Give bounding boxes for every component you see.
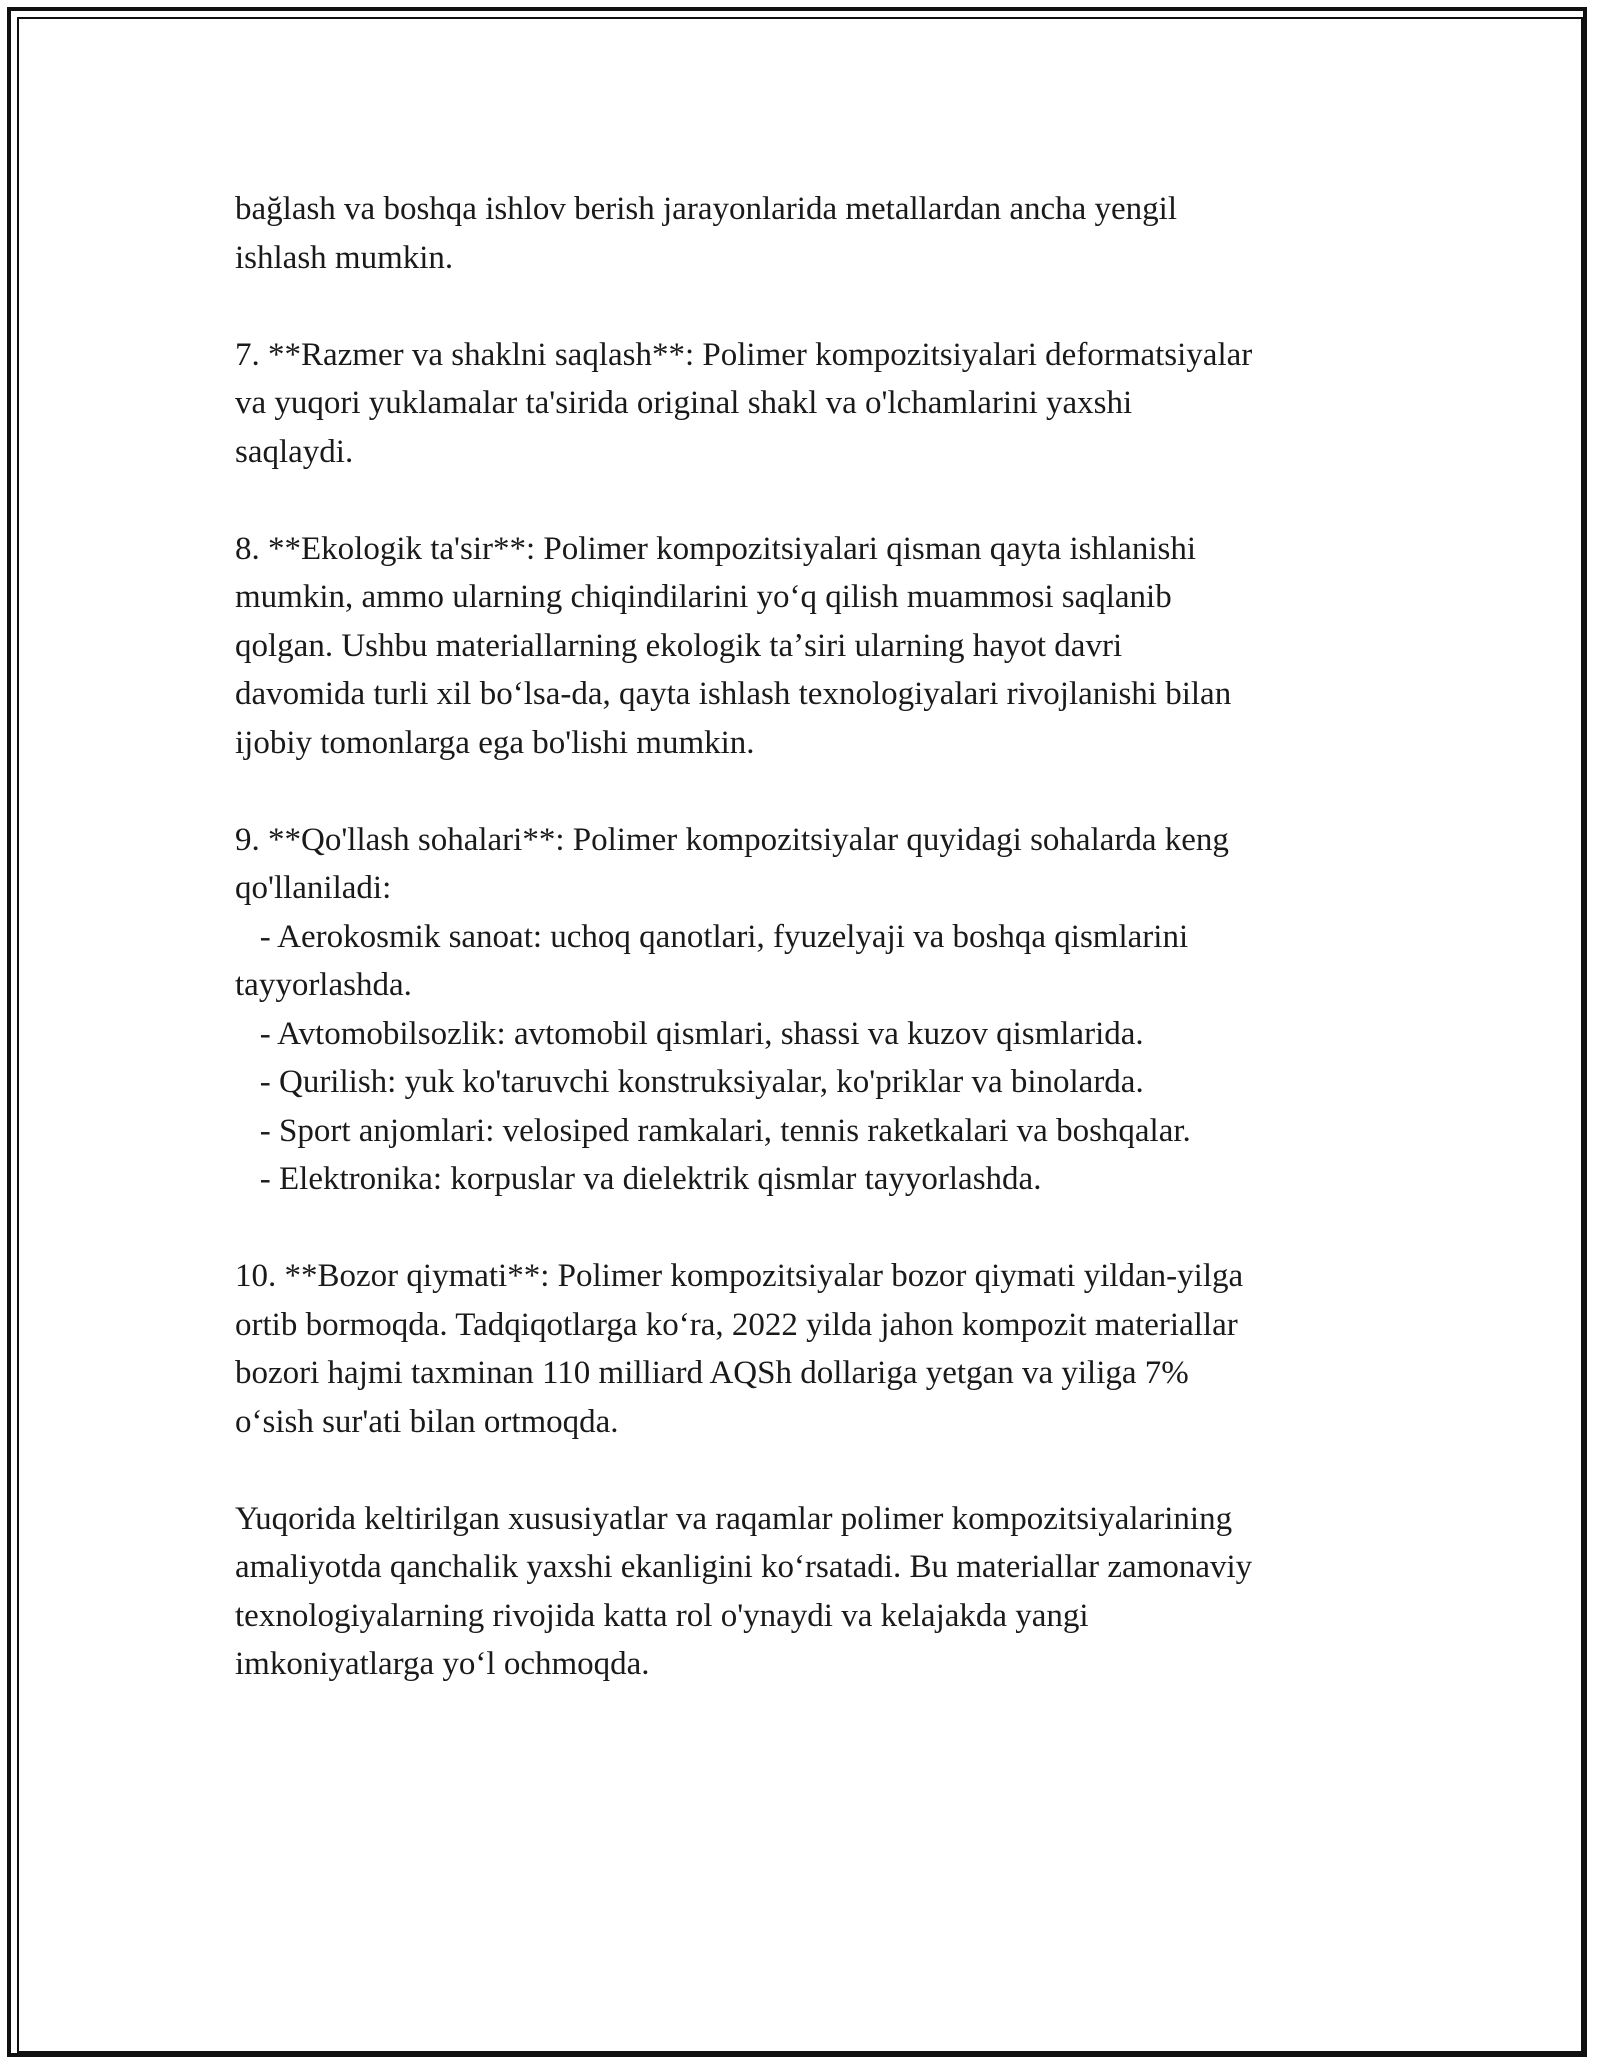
text-line: davomida turli xil boʻlsa-da, qayta ishlash texnologiyalari rivojlanishi bilan bbox=[235, 676, 1232, 712]
list-item: - Qurilish: yuk ko'taruvchi konstruksiyalar, ko'priklar va binolarda. bbox=[235, 1064, 1144, 1100]
text-line: 10. **Bozor qiymati**: Polimer kompozitsiyalar bozor qiymati yildan-yilga bbox=[235, 1258, 1244, 1294]
document-body bbox=[235, 185, 1405, 1737]
paragraph-item-9 bbox=[235, 816, 1405, 1204]
text-line: imkoniyatlarga yoʻl ochmoqda. bbox=[235, 1646, 650, 1682]
text-line: va yuqori yuklamalar ta'sirida original shakl va o'lchamlarini yaxshi bbox=[235, 385, 1133, 421]
text-line: ortib bormoqda. Tadqiqotlarga koʻra, 2022 yilda jahon kompozit materiallar bbox=[235, 1306, 1238, 1343]
text-line: saqlaydi. bbox=[235, 433, 354, 470]
text-line: oʻsish sur'ati bilan ortmoqda. bbox=[235, 1403, 619, 1440]
text-line: mumkin, ammo ularning chiqindilarini yoʻq qilish muammosi saqlanib bbox=[235, 579, 1172, 615]
text-line: bozori hajmi taxminan 110 milliard AQSh dollariga yetgan va yiliga 7% bbox=[235, 1355, 1189, 1391]
text-line: texnologiyalarning rivojida katta rol o'ynaydi va kelajakda yangi bbox=[235, 1597, 1089, 1634]
text-line: amaliyotda qanchalik yaxshi ekanligini koʻrsatadi. Bu materiallar zamonaviy bbox=[235, 1549, 1253, 1585]
list-item: - Avtomobilsozlik: avtomobil qismlari, shassi va kuzov qismlarida. bbox=[235, 1015, 1144, 1052]
text-line: 8. **Ekologik ta'sir**: Polimer kompozitsiyalari qisman qayta ishlanishi bbox=[235, 530, 1196, 567]
text-line: 9. **Qo'llash sohalari**: Polimer kompozitsiyalar quyidagi sohalarda keng bbox=[235, 821, 1229, 858]
list-item: - Sport anjomlari: velosiped ramkalari, tennis raketkalari va boshqalar. bbox=[235, 1112, 1191, 1149]
text-line: bağlash va boshqa ishlov berish jarayonlarida metallardan ancha yengil bbox=[235, 191, 1178, 227]
text-line: ijobiy tomonlarga ega bo'lishi mumkin. bbox=[235, 724, 755, 761]
text-line: 7. **Razmer va shaklni saqlash**: Polimer kompozitsiyalari deformatsiyalar bbox=[235, 336, 1253, 373]
paragraph-conclusion bbox=[235, 1495, 1405, 1689]
text-line: qolgan. Ushbu materiallarning ekologik taʼsiri ularning hayot davri bbox=[235, 627, 1123, 664]
text-line: ishlash mumkin. bbox=[235, 239, 454, 276]
paragraph-item-8 bbox=[235, 525, 1405, 768]
paragraph-intro-continuation bbox=[235, 185, 1405, 282]
paragraph-item-7 bbox=[235, 331, 1405, 477]
list-item: - Aerokosmik sanoat: uchoq qanotlari, fyuzelyaji va boshqa qismlarini bbox=[235, 918, 1189, 955]
list-item: - Elektronika: korpuslar va dielektrik qismlar tayyorlashda. bbox=[235, 1161, 1042, 1197]
text-line: qo'llaniladi: bbox=[235, 870, 392, 906]
paragraph-item-10 bbox=[235, 1252, 1405, 1446]
text-line: Yuqorida keltirilgan xususiyatlar va raqamlar polimer kompozitsiyalarining bbox=[235, 1500, 1233, 1537]
text-line: tayyorlashda. bbox=[235, 967, 412, 1003]
